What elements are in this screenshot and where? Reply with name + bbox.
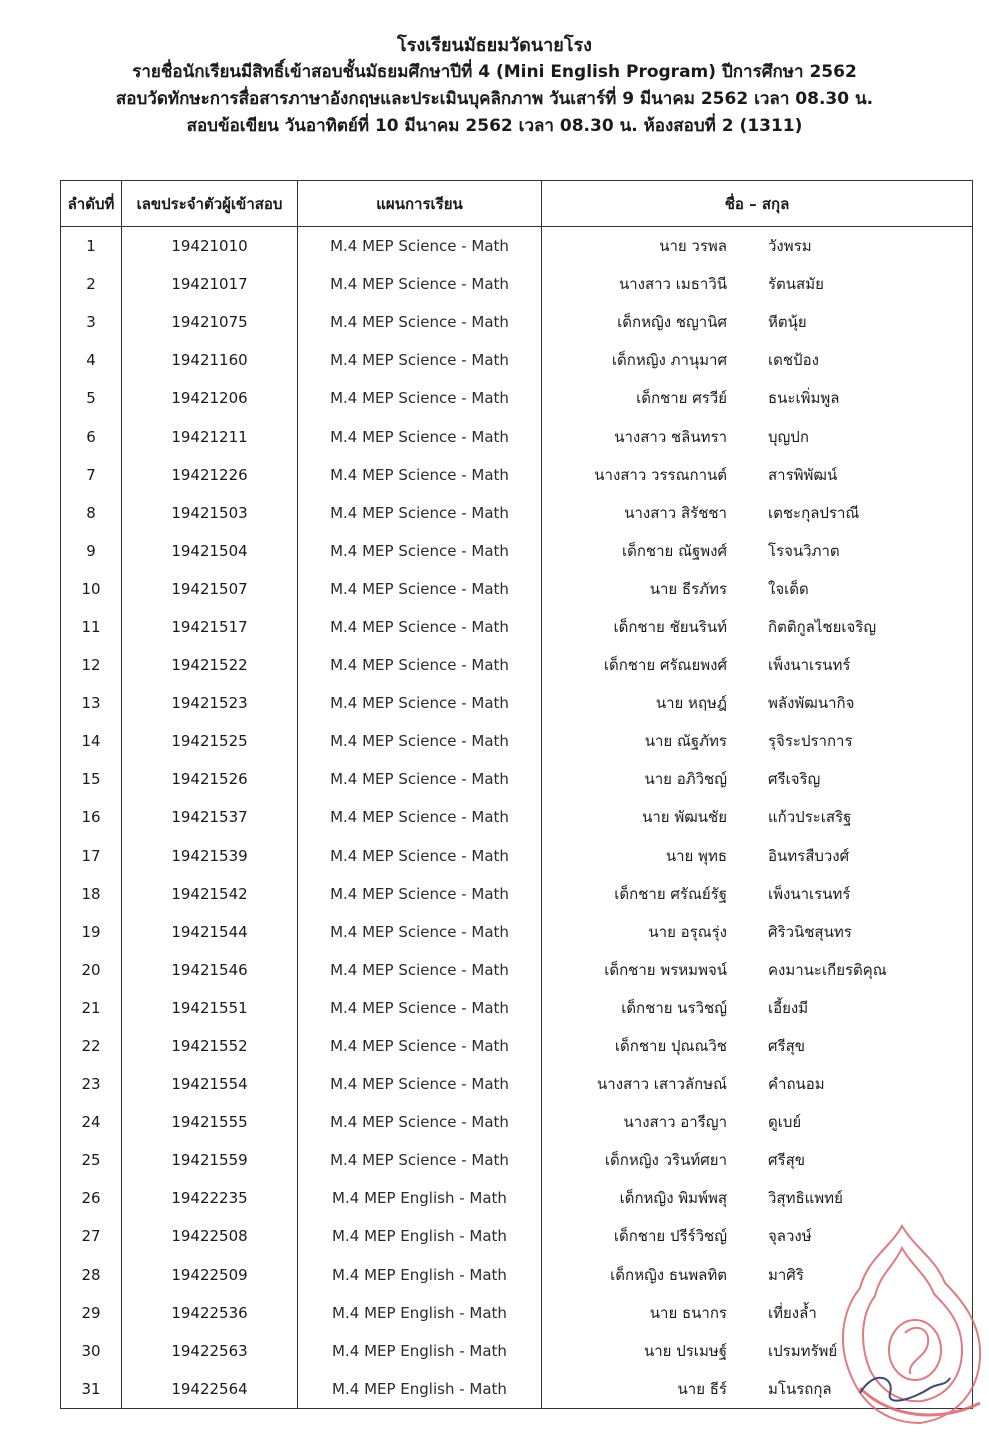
first-name: นาย ธีรภัทร — [649, 579, 727, 598]
cell-full-name — [542, 1179, 973, 1217]
cell-full-name — [542, 989, 973, 1027]
cell-exam-id: 19421206 — [122, 379, 298, 417]
cell-full-name — [542, 1332, 973, 1370]
cell-study-plan: M.4 MEP Science - Math — [298, 608, 542, 646]
cell-study-plan: M.4 MEP English - Math — [298, 1179, 542, 1217]
cell-full-name — [542, 646, 973, 684]
cell-no: 2 — [61, 265, 122, 303]
first-name: นาย วรพล — [659, 237, 727, 256]
cell-study-plan: M.4 MEP Science - Math — [298, 913, 542, 951]
cell-study-plan: M.4 MEP Science - Math — [298, 227, 542, 266]
cell-study-plan: M.4 MEP Science - Math — [298, 1065, 542, 1103]
cell-study-plan: M.4 MEP Science - Math — [298, 1141, 542, 1179]
cell-no: 4 — [61, 341, 122, 379]
cell-exam-id: 19422563 — [122, 1332, 298, 1370]
school-name: โรงเรียนมัธยมวัดนายโรง — [397, 35, 592, 56]
last-name: เพ็งนาเรนทร์ — [768, 656, 851, 675]
cell-no: 22 — [61, 1027, 122, 1065]
first-name: นาย อรุณรุ่ง — [648, 922, 727, 941]
cell-exam-id: 19421525 — [122, 722, 298, 760]
table-row — [61, 265, 973, 303]
first-name: เด็กชาย ศรวีย์ — [636, 389, 727, 408]
cell-no: 15 — [61, 760, 122, 798]
cell-no: 5 — [61, 379, 122, 417]
first-name: นางสาว เสาวลักษณ์ — [597, 1075, 727, 1094]
cell-exam-id: 19421537 — [122, 798, 298, 836]
last-name: มาศิริ — [768, 1265, 804, 1284]
cell-exam-id: 19421517 — [122, 608, 298, 646]
cell-no: 29 — [61, 1294, 122, 1332]
first-name: เด็กหญิง วรินท์ศยา — [604, 1151, 727, 1170]
cell-exam-id: 19421010 — [122, 227, 298, 266]
cell-full-name — [542, 494, 973, 532]
table-row — [61, 1141, 973, 1179]
cell-no: 12 — [61, 646, 122, 684]
table-row — [61, 1179, 973, 1217]
table-row — [61, 1065, 973, 1103]
cell-exam-id: 19421503 — [122, 494, 298, 532]
last-name: เที่ยงล้ำ — [768, 1303, 817, 1322]
cell-no: 30 — [61, 1332, 122, 1370]
first-name: นาย ณัฐภัทร — [644, 732, 727, 751]
cell-no: 7 — [61, 456, 122, 494]
cell-study-plan: M.4 MEP Science - Math — [298, 456, 542, 494]
cell-study-plan: M.4 MEP Science - Math — [298, 494, 542, 532]
cell-exam-id: 19421551 — [122, 989, 298, 1027]
cell-no: 10 — [61, 570, 122, 608]
table-row — [61, 570, 973, 608]
last-name: เปรมทรัพย์ — [768, 1341, 838, 1360]
cell-study-plan: M.4 MEP Science - Math — [298, 532, 542, 570]
cell-no: 27 — [61, 1217, 122, 1255]
cell-exam-id: 19421523 — [122, 684, 298, 722]
first-name: เด็กชาย ปุณณวิช — [614, 1037, 727, 1056]
table-row — [61, 379, 973, 417]
last-name: ศรีเจริญ — [768, 770, 821, 789]
last-name: ศรีสุข — [768, 1037, 805, 1056]
cell-exam-id: 19421226 — [122, 456, 298, 494]
cell-no: 21 — [61, 989, 122, 1027]
last-name: โรจนวิภาต — [768, 541, 840, 560]
table-row — [61, 1103, 973, 1141]
cell-full-name — [542, 1217, 973, 1255]
cell-no: 1 — [61, 227, 122, 266]
table-row — [61, 1294, 973, 1332]
cell-no: 19 — [61, 913, 122, 951]
first-name: นางสาว วรรณกานต์ — [594, 465, 727, 484]
cell-no: 20 — [61, 951, 122, 989]
cell-exam-id: 19421546 — [122, 951, 298, 989]
cell-study-plan: M.4 MEP Science - Math — [298, 646, 542, 684]
last-name: รัตนสมัย — [768, 275, 824, 294]
cell-study-plan: M.4 MEP Science - Math — [298, 1027, 542, 1065]
cell-study-plan: M.4 MEP Science - Math — [298, 760, 542, 798]
column-header-study-plan: แผนการเรียน — [298, 181, 542, 227]
cell-exam-id: 19422508 — [122, 1217, 298, 1255]
table-row — [61, 760, 973, 798]
cell-study-plan: M.4 MEP English - Math — [298, 1332, 542, 1370]
first-name: เด็กชาย นรวิชญ์ — [621, 998, 727, 1017]
cell-exam-id: 19421526 — [122, 760, 298, 798]
table-header-row — [61, 181, 973, 227]
cell-no: 23 — [61, 1065, 122, 1103]
last-name: หีตนุ้ย — [768, 313, 807, 332]
first-name: เด็กชาย พรหมพจน์ — [604, 960, 727, 979]
first-name: เด็กหญิง ธนพลทิต — [610, 1265, 727, 1284]
cell-exam-id: 19422235 — [122, 1179, 298, 1217]
cell-study-plan: M.4 MEP English - Math — [298, 1256, 542, 1294]
cell-study-plan: M.4 MEP English - Math — [298, 1370, 542, 1409]
last-name: เดชป้อง — [768, 351, 819, 370]
cell-study-plan: M.4 MEP Science - Math — [298, 265, 542, 303]
cell-study-plan: M.4 MEP Science - Math — [298, 989, 542, 1027]
cell-exam-id: 19421552 — [122, 1027, 298, 1065]
first-name: นาย ธนากร — [649, 1303, 727, 1322]
cell-full-name — [542, 532, 973, 570]
table-row — [61, 417, 973, 455]
cell-no: 11 — [61, 608, 122, 646]
first-name: นางสาว อารีญา — [623, 1113, 727, 1132]
first-name: เด็กหญิง พิมพ์พสุ — [619, 1189, 727, 1208]
cell-study-plan: M.4 MEP Science - Math — [298, 837, 542, 875]
cell-full-name — [542, 570, 973, 608]
first-name: นาย พัฒนชัย — [642, 808, 727, 827]
cell-full-name — [542, 1065, 973, 1103]
cell-study-plan: M.4 MEP Science - Math — [298, 722, 542, 760]
first-name: เด็กหญิง ชญานิศ — [617, 313, 727, 332]
last-name: ศิริวนิชสุนทร — [768, 922, 852, 941]
cell-full-name — [542, 684, 973, 722]
last-name: วิสุทธิแพทย์ — [768, 1189, 843, 1208]
cell-study-plan: M.4 MEP Science - Math — [298, 341, 542, 379]
last-name: คำถนอม — [768, 1075, 825, 1094]
cell-study-plan: M.4 MEP Science - Math — [298, 1103, 542, 1141]
first-name: นาย อภิวิชญ์ — [644, 770, 727, 789]
cell-full-name — [542, 798, 973, 836]
cell-exam-id: 19421544 — [122, 913, 298, 951]
cell-exam-id: 19421017 — [122, 265, 298, 303]
table-row — [61, 798, 973, 836]
last-name: เอี้ยงมี — [768, 998, 809, 1017]
last-name: รุจิระปราการ — [768, 732, 853, 751]
cell-no: 13 — [61, 684, 122, 722]
last-name: ธนะเพิ่มพูล — [768, 389, 840, 408]
table-row — [61, 722, 973, 760]
cell-study-plan: M.4 MEP Science - Math — [298, 684, 542, 722]
last-name: เตชะกุลปราณี — [768, 503, 860, 522]
roster-title: รายชื่อนักเรียนมีสิทธิ์เข้าสอบชั้นมัธยมศึกษาปีที่ 4 (Mini English Program) ปีการศึกษา 2562 — [132, 62, 857, 82]
first-name: เด็กชาย ศรัณย์รัฐ — [614, 884, 727, 903]
student-roster-table — [60, 180, 973, 1409]
cell-full-name — [542, 227, 973, 266]
cell-no: 6 — [61, 417, 122, 455]
cell-study-plan: M.4 MEP English - Math — [298, 1294, 542, 1332]
first-name: เด็กหญิง ภานุมาศ — [611, 351, 727, 370]
table-row — [61, 875, 973, 913]
last-name: เพ็งนาเรนทร์ — [768, 884, 851, 903]
cell-no: 9 — [61, 532, 122, 570]
last-name: สารพิพัฒน์ — [768, 465, 838, 484]
table-row — [61, 1217, 973, 1255]
cell-no: 14 — [61, 722, 122, 760]
last-name: คงมานะเกียรติคุณ — [768, 960, 887, 979]
cell-study-plan: M.4 MEP Science - Math — [298, 303, 542, 341]
cell-no: 17 — [61, 837, 122, 875]
cell-exam-id: 19421554 — [122, 1065, 298, 1103]
cell-full-name — [542, 417, 973, 455]
cell-exam-id: 19421522 — [122, 646, 298, 684]
cell-exam-id: 19422536 — [122, 1294, 298, 1332]
cell-study-plan: M.4 MEP Science - Math — [298, 875, 542, 913]
cell-full-name — [542, 1294, 973, 1332]
column-header-full-name: ชื่อ – สกุล — [542, 181, 973, 227]
cell-exam-id: 19421539 — [122, 837, 298, 875]
cell-study-plan: M.4 MEP English - Math — [298, 1217, 542, 1255]
last-name: บุญปก — [768, 427, 809, 446]
cell-full-name — [542, 951, 973, 989]
cell-full-name — [542, 1103, 973, 1141]
cell-no: 8 — [61, 494, 122, 532]
cell-no: 18 — [61, 875, 122, 913]
table-row — [61, 913, 973, 951]
document-header — [0, 32, 989, 140]
table-row — [61, 341, 973, 379]
first-name: นาย ธีร์ — [677, 1379, 727, 1398]
first-name: เด็กชาย ชัยนรินท์ — [613, 617, 727, 636]
cell-study-plan: M.4 MEP Science - Math — [298, 951, 542, 989]
last-name: พลังพัฒนากิจ — [768, 694, 855, 713]
cell-exam-id: 19421211 — [122, 417, 298, 455]
first-name: เด็กชาย ปรีร์วิชญ์ — [613, 1227, 727, 1246]
cell-exam-id: 19421160 — [122, 341, 298, 379]
cell-exam-id: 19421507 — [122, 570, 298, 608]
cell-no: 31 — [61, 1370, 122, 1409]
table-row — [61, 1256, 973, 1294]
cell-no: 3 — [61, 303, 122, 341]
cell-full-name — [542, 608, 973, 646]
table-row — [61, 456, 973, 494]
table-row — [61, 227, 973, 266]
first-name: นาย หฤษฎ์ — [655, 694, 727, 713]
last-name: ดูเบย์ — [768, 1113, 802, 1132]
table-row — [61, 989, 973, 1027]
table-row — [61, 837, 973, 875]
cell-no: 16 — [61, 798, 122, 836]
roster-body — [61, 227, 973, 1409]
cell-exam-id: 19421504 — [122, 532, 298, 570]
last-name: มโนรถกุล — [768, 1379, 832, 1398]
cell-study-plan: M.4 MEP Science - Math — [298, 417, 542, 455]
cell-exam-id: 19422564 — [122, 1370, 298, 1409]
cell-exam-id: 19421075 — [122, 303, 298, 341]
cell-exam-id: 19421559 — [122, 1141, 298, 1179]
first-name: เด็กชาย ศรัณยพงศ์ — [603, 656, 727, 675]
first-name: นางสาว ชลินทรา — [614, 427, 727, 446]
cell-no: 24 — [61, 1103, 122, 1141]
table-row — [61, 494, 973, 532]
table-row — [61, 951, 973, 989]
cell-full-name — [542, 303, 973, 341]
cell-no: 25 — [61, 1141, 122, 1179]
first-name: นาย ปรเมษฐ์ — [644, 1341, 727, 1360]
table-row — [61, 532, 973, 570]
cell-full-name — [542, 837, 973, 875]
cell-study-plan: M.4 MEP Science - Math — [298, 570, 542, 608]
table-row — [61, 303, 973, 341]
cell-full-name — [542, 456, 973, 494]
column-header-no: ลำดับที่ — [61, 181, 122, 227]
cell-full-name — [542, 722, 973, 760]
cell-full-name — [542, 913, 973, 951]
cell-full-name — [542, 760, 973, 798]
last-name: กิตติกูลไชยเจริญ — [768, 617, 877, 636]
last-name: วังพรม — [768, 237, 812, 256]
first-name: นาย พุทธ — [665, 846, 727, 865]
last-name: แก้วประเสริฐ — [768, 808, 852, 827]
column-header-exam-id: เลขประจำตัวผู้เข้าสอบ — [122, 181, 298, 227]
table-row — [61, 646, 973, 684]
table-row — [61, 1370, 973, 1409]
cell-full-name — [542, 1027, 973, 1065]
cell-full-name — [542, 875, 973, 913]
cell-full-name — [542, 1141, 973, 1179]
last-name: จุลวงษ์ — [768, 1227, 812, 1246]
cell-no: 28 — [61, 1256, 122, 1294]
last-name: ศรีสุข — [768, 1151, 805, 1170]
cell-exam-id: 19422509 — [122, 1256, 298, 1294]
table-row — [61, 684, 973, 722]
cell-study-plan: M.4 MEP Science - Math — [298, 798, 542, 836]
cell-full-name — [542, 379, 973, 417]
interview-schedule: สอบวัดทักษะการสื่อสารภาษาอังกฤษและประเมินบุคลิกภาพ วันเสาร์ที่ 9 มีนาคม 2562 เวลา 08.30 น. — [115, 89, 874, 109]
written-exam-schedule: สอบข้อเขียน วันอาทิตย์ที่ 10 มีนาคม 2562 เวลา 08.30 น. ห้องสอบที่ 2 (1311) — [186, 116, 803, 136]
last-name: อินทรสืบวงศ์ — [768, 846, 850, 865]
cell-exam-id: 19421555 — [122, 1103, 298, 1141]
cell-study-plan: M.4 MEP Science - Math — [298, 379, 542, 417]
first-name: นางสาว สิรัชชา — [624, 503, 727, 522]
cell-full-name — [542, 341, 973, 379]
cell-full-name — [542, 265, 973, 303]
cell-full-name — [542, 1256, 973, 1294]
table-row — [61, 1027, 973, 1065]
cell-full-name — [542, 1370, 973, 1409]
first-name: เด็กชาย ณัฐพงศ์ — [621, 541, 727, 560]
cell-no: 26 — [61, 1179, 122, 1217]
cell-exam-id: 19421542 — [122, 875, 298, 913]
first-name: นางสาว เมธาวินี — [618, 275, 727, 294]
table-row — [61, 1332, 973, 1370]
last-name: ใจเด็ด — [768, 579, 809, 598]
table-row — [61, 608, 973, 646]
